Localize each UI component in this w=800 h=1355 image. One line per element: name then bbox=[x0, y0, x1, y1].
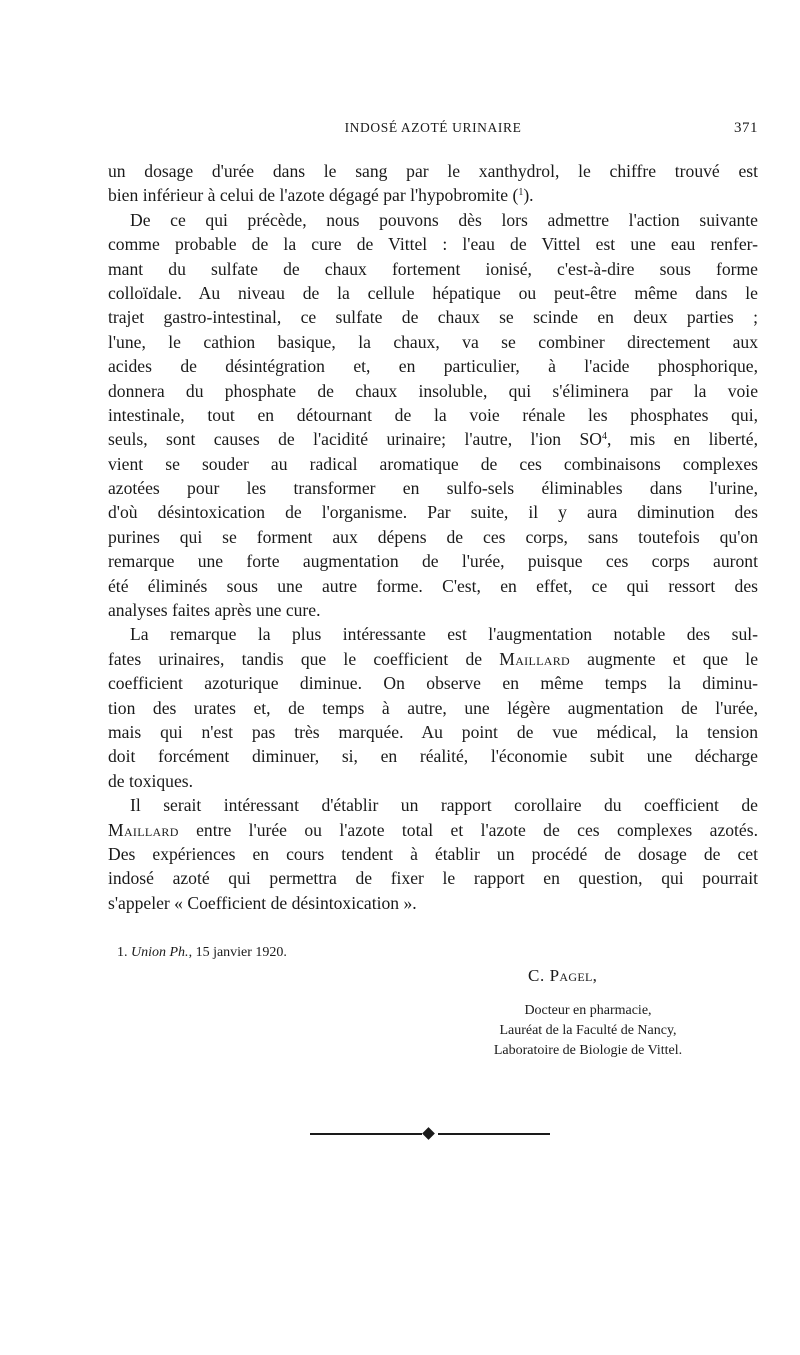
text-line: comme probable de la cure de Vittel : l'eau de Vittel est une eau renfer- bbox=[108, 234, 758, 255]
text-segment: ). bbox=[523, 185, 534, 206]
text-line: Des expériences en cours tendent à établir un procédé de dosage de cet bbox=[108, 843, 758, 864]
footnote-ref: 1 bbox=[518, 187, 524, 199]
author-credentials bbox=[448, 1001, 728, 1061]
text-line: mant du sulfate de chaux fortement ionisé, c'est-à-dire sous forme bbox=[108, 258, 758, 279]
text-line: remarque une forte augmentation de l'urée, puisque ces corps auront bbox=[108, 551, 758, 572]
text-line: un dosage d'urée dans le sang par le xanthydrol, le chiffre trouvé est bbox=[108, 161, 758, 181]
footnote-number: 1. bbox=[117, 945, 128, 960]
footnote-date: , 15 janvier 1920. bbox=[188, 945, 287, 960]
author-surname: Pagel, bbox=[549, 966, 598, 985]
text-line bbox=[108, 183, 758, 207]
author-name: Maillard bbox=[108, 819, 179, 840]
body-text bbox=[108, 159, 758, 915]
text-line: De ce qui précède, nous pouvons dès lors admettre l'action suivante bbox=[130, 209, 758, 230]
text-line bbox=[108, 647, 758, 671]
text-line: intestinale, tout en détournant de la voie rénale les phosphates qui, bbox=[108, 404, 758, 425]
running-title: INDOSÉ AZOTÉ URINAIRE bbox=[344, 120, 522, 135]
running-head bbox=[108, 120, 758, 140]
rule-left bbox=[310, 1133, 422, 1135]
text-line: indosé azoté qui permettra de fixer le rapport en question, qui pourrait bbox=[108, 868, 758, 889]
text-line: s'appeler « Coefficient de désintoxication ». bbox=[108, 892, 417, 913]
text-line: d'où désintoxication de l'organisme. Par suite, il y aura diminution des bbox=[108, 502, 758, 523]
text-segment: , mis en liberté, bbox=[606, 429, 758, 450]
footnote-source: Union Ph. bbox=[131, 945, 189, 960]
sulfate-superscript: 4 bbox=[601, 431, 607, 443]
text-segment: augmente et que le bbox=[569, 648, 758, 669]
text-line: analyses faites après une cure. bbox=[108, 600, 321, 621]
author-signature bbox=[528, 966, 597, 986]
credential-line: Docteur en pharmacie, bbox=[524, 1003, 652, 1018]
rule-right bbox=[438, 1133, 550, 1135]
diamond-icon bbox=[422, 1127, 435, 1140]
text-line: de toxiques. bbox=[108, 770, 194, 791]
text-line: doit forcément diminuer, si, en réalité, l'économie subit une décharge bbox=[108, 746, 758, 767]
text-line: mais qui n'est pas très marquée. Au point de vue médical, la tension bbox=[108, 721, 758, 742]
text-line bbox=[108, 427, 758, 451]
text-segment: bien inférieur à celui de l'azote dégagé par l'hypobromite ( bbox=[108, 185, 519, 206]
text-line bbox=[108, 818, 758, 842]
text-line: purines qui se forment aux dépens de ces corps, sans toutefois qu'on bbox=[108, 526, 758, 547]
page-number: 371 bbox=[734, 120, 758, 136]
text-line: azotées pour les transformer en sulfo-sels éliminables dans l'urine, bbox=[108, 478, 758, 499]
text-line: Il serait intéressant d'établir un rapport corollaire du coefficient de bbox=[130, 795, 758, 816]
author-initial: C. bbox=[528, 966, 545, 985]
text-segment: entre l'urée ou l'azote total et l'azote de ces complexes azotés. bbox=[178, 819, 758, 840]
footnote bbox=[117, 945, 287, 961]
credential-line: Lauréat de la Faculté de Nancy, bbox=[499, 1023, 677, 1038]
text-segment: fates urinaires, tandis que le coefficient de bbox=[108, 648, 500, 669]
credential-line: Laboratoire de Biologie de Vittel. bbox=[493, 1043, 683, 1058]
text-line: trajet gastro-intestinal, ce sulfate de chaux se scinde en deux parties ; bbox=[108, 307, 758, 328]
text-line: donnera du phosphate de chaux insoluble, qui s'éliminera par la voie bbox=[108, 380, 758, 401]
text-line: colloïdale. Au niveau de la cellule hépatique ou peut-être même dans le bbox=[108, 282, 758, 303]
text-line: l'une, le cathion basique, la chaux, va se combiner directement aux bbox=[108, 331, 758, 352]
text-line: coefficient azoturique diminue. On observe en même temps la diminu- bbox=[108, 673, 758, 694]
text-line: acides de désintégration et, en particulier, à l'acide phosphorique, bbox=[108, 356, 758, 377]
text-segment: seuls, sont causes de l'acidité urinaire; l'autre, l'ion SO bbox=[108, 429, 602, 450]
author-name: Maillard bbox=[499, 648, 570, 669]
text-line: vient se souder au radical aromatique de ces combinaisons complexes bbox=[108, 453, 758, 474]
diamond-rule-ornament-icon bbox=[310, 1127, 550, 1141]
text-line: tion des urates et, de temps à autre, une légère augmentation de l'urée, bbox=[108, 697, 758, 718]
text-line: été éliminés sous une autre forme. C'est, en effet, ce qui ressort des bbox=[108, 575, 758, 596]
text-line: La remarque la plus intéressante est l'augmentation notable des sul- bbox=[130, 624, 758, 645]
